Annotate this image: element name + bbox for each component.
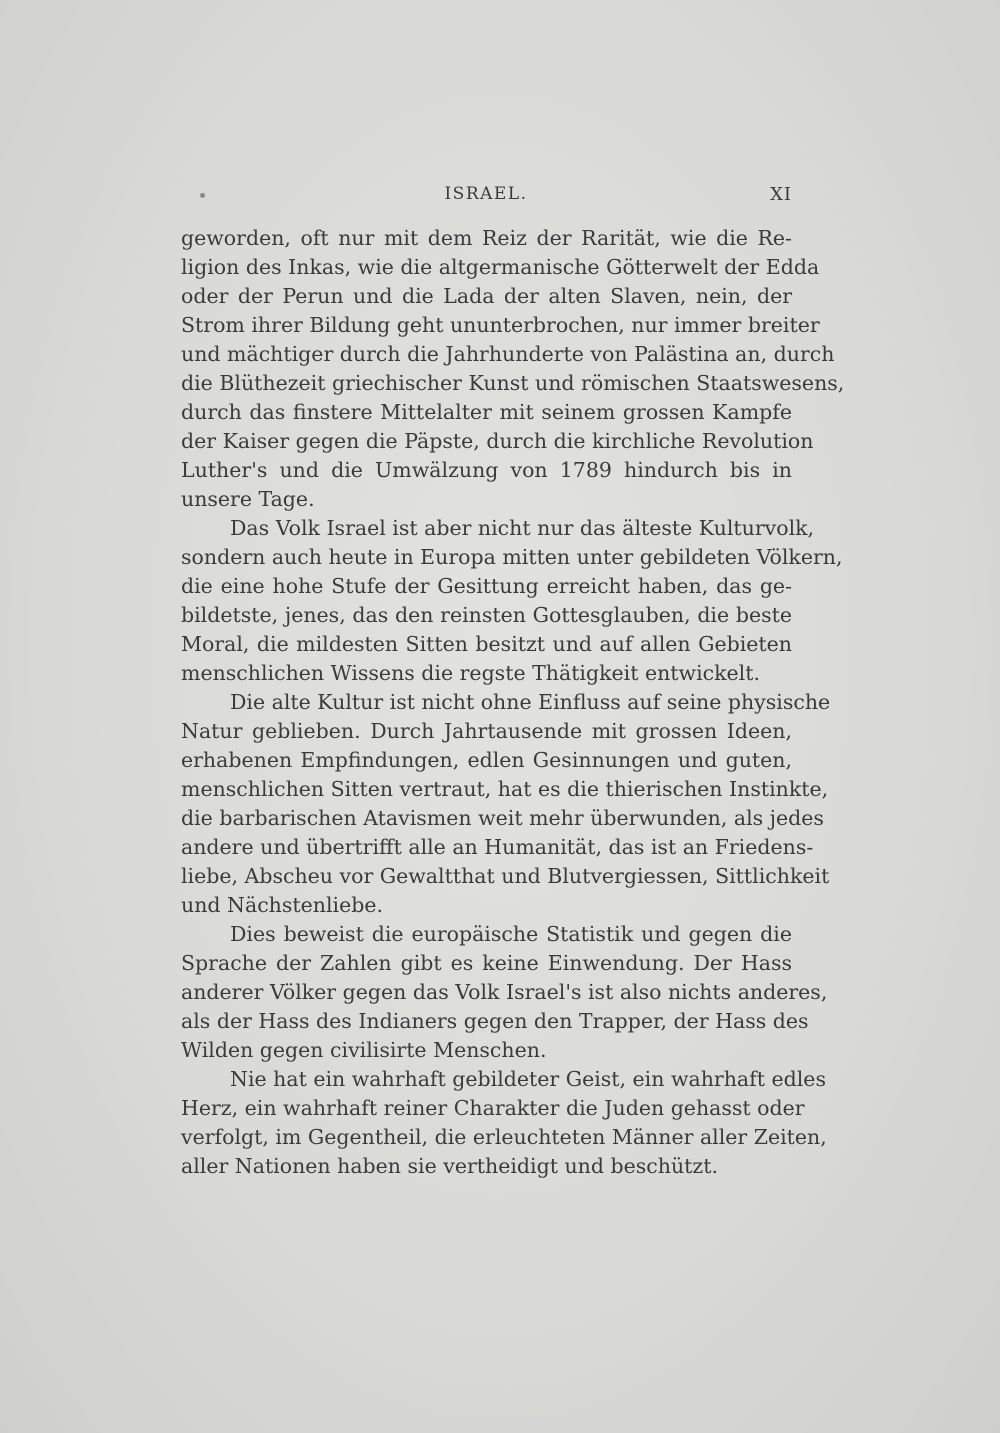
- paragraph: [181, 688, 831, 920]
- text-line: aller Nationen haben sie vertheidigt und beschützt.: [181, 1154, 718, 1178]
- paragraph: [181, 224, 845, 514]
- text-line: anderer Völker gegen das Volk Israel's ist also nichts anderes,: [181, 980, 828, 1004]
- text-line: Das Volk Israel ist aber nicht nur das älteste Kulturvolk,: [230, 516, 815, 540]
- text-line: und mächtiger durch die Jahrhunderte von Palästina an, durch: [181, 342, 835, 366]
- text-line: erhabenen Empfindungen, edlen Gesinnungen und guten,: [181, 748, 792, 772]
- text-line: Strom ihrer Bildung geht ununterbrochen, nur immer breiter: [181, 313, 820, 337]
- paragraph: [181, 920, 828, 1065]
- text-line: Herz, ein wahrhaft reiner Charakter die Juden gehasst oder: [181, 1096, 805, 1120]
- text-line: geworden, oft nur mit dem Reiz der Rarität, wie die Re-: [181, 226, 792, 250]
- text-line: Sprache der Zahlen gibt es keine Einwendung. Der Hass: [181, 951, 792, 975]
- text-line: verfolgt, im Gegentheil, die erleuchteten Männer aller Zeiten,: [181, 1125, 827, 1149]
- text-line: Natur geblieben. Durch Jahrtausende mit grossen Ideen,: [181, 719, 792, 743]
- text-line: die Blüthezeit griechischer Kunst und römischen Staatswesens,: [181, 371, 845, 395]
- text-line: menschlichen Wissens die regste Thätigkeit entwickelt.: [181, 661, 760, 685]
- text-line: Moral, die mildesten Sitten besitzt und auf allen Gebieten: [181, 632, 792, 656]
- text-line: und Nächstenliebe.: [181, 893, 383, 917]
- text-line: Dies beweist die europäische Statistik und gegen die: [230, 922, 792, 946]
- text-line: andere und übertrifft alle an Humanität, das ist an Friedens-: [181, 835, 814, 859]
- text-line: unsere Tage.: [181, 487, 315, 511]
- text-line: Wilden gegen civilisirte Menschen.: [181, 1038, 547, 1062]
- text-line: Die alte Kultur ist nicht ohne Einfluss auf seine physische: [230, 690, 831, 714]
- paragraph: [181, 514, 843, 688]
- text-line: menschlichen Sitten vertraut, hat es die thierischen Instinkte,: [181, 777, 829, 801]
- paragraph: [181, 1065, 827, 1181]
- text-line: die barbarischen Atavismen weit mehr überwunden, als jedes: [181, 806, 824, 830]
- running-head: ISRAEL.: [444, 184, 528, 204]
- text-line: der Kaiser gegen die Päpste, durch die kirchliche Revolution: [181, 429, 814, 453]
- body-text: [181, 224, 845, 1181]
- page-number: XI: [770, 184, 792, 205]
- page-header: [180, 184, 792, 212]
- text-line: ligion des Inkas, wie die altgermanische Götterwelt der Edda: [181, 255, 820, 279]
- text-line: Nie hat ein wahrhaft gebildeter Geist, ein wahrhaft edles: [230, 1067, 826, 1091]
- text-line: oder der Perun und die Lada der alten Slaven, nein, der: [181, 284, 792, 308]
- text-line: Luther's und die Umwälzung von 1789 hindurch bis in: [181, 458, 792, 482]
- text-line: die eine hohe Stufe der Gesittung erreicht haben, das ge-: [181, 574, 792, 598]
- text-line: sondern auch heute in Europa mitten unter gebildeten Völkern,: [181, 545, 843, 569]
- text-line: als der Hass des Indianers gegen den Trapper, der Hass des: [181, 1009, 809, 1033]
- text-line: durch das finstere Mittelalter mit seinem grossen Kampfe: [181, 400, 792, 424]
- text-line: liebe, Abscheu vor Gewaltthat und Blutvergiessen, Sittlichkeit: [181, 864, 830, 888]
- text-line: bildetste, jenes, das den reinsten Gottesglauben, die beste: [181, 603, 792, 627]
